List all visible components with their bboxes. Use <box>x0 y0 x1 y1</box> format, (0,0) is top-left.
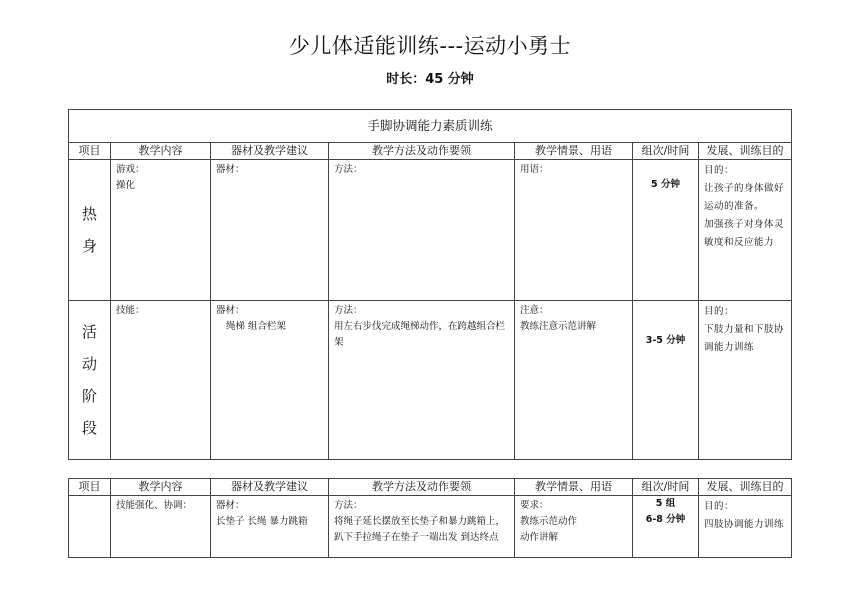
table-row-activity <box>69 301 792 460</box>
page-title: 少儿体适能训练---运动小勇士 <box>288 34 572 58</box>
table-header-row <box>69 479 792 496</box>
time-cell: 5 组 6-8 分钟 <box>633 496 699 558</box>
training-table-1 <box>68 109 792 460</box>
header-goal: 发展、训练目的 <box>699 479 792 496</box>
header-time: 组次/时间 <box>633 143 699 160</box>
header-scenario: 教学情景、用语 <box>515 143 633 160</box>
content-cell: 技能： <box>111 301 211 460</box>
table-row-skill <box>69 496 792 558</box>
equipment-cell: 器材： <box>211 160 329 301</box>
header-goal: 发展、训练目的 <box>699 143 792 160</box>
method-cell: 方法： 将绳子延长摆放至长垫子和暴力跳箱上，趴下手拉绳子在垫子一端出发 到达终点 <box>329 496 515 558</box>
equipment-cell: 器材： 长垫子 长绳 暴力跳箱 <box>211 496 329 558</box>
goal-cell: 目的： 四肢协调能力训练 <box>699 496 792 558</box>
project-cell <box>69 496 111 558</box>
scenario-cell: 用语： <box>515 160 633 301</box>
header-project: 项目 <box>69 143 111 160</box>
content-cell: 技能强化、协调： <box>111 496 211 558</box>
table-header-row <box>69 143 792 160</box>
goal-cell: 目的： 让孩子的身体做好运动的准备。 加强孩子对身体灵敏度和反应能力 <box>699 160 792 301</box>
header-project: 项目 <box>69 479 111 496</box>
equipment-label: 器材： <box>216 305 245 316</box>
method-cell: 方法： <box>329 160 515 301</box>
header-method: 教学方法及动作要领 <box>329 143 515 160</box>
header-equipment: 器材及教学建议 <box>211 479 329 496</box>
table-row-warmup <box>69 160 792 301</box>
equipment-detail: 绳梯 组合栏架 <box>226 321 287 332</box>
equipment-cell <box>211 301 329 460</box>
training-table-2 <box>68 478 792 558</box>
header-equipment: 器材及教学建议 <box>211 143 329 160</box>
header-content: 教学内容 <box>111 143 211 160</box>
section-title: 手脚协调能力素质训练 <box>69 110 792 143</box>
header-time: 组次/时间 <box>633 479 699 496</box>
project-cell: 活 动 阶 段 <box>69 301 111 460</box>
time-cell: 3-5 分钟 <box>633 301 699 460</box>
duration-label: 时长：45 分钟 <box>386 72 474 87</box>
goal-cell: 目的： 下肢力量和下肢协调能力训练 <box>699 301 792 460</box>
time-cell: 5 分钟 <box>633 160 699 301</box>
method-cell: 方法： 用左右步伐完成绳梯动作，在跨越组合栏架 <box>329 301 515 460</box>
header-scenario: 教学情景、用语 <box>515 479 633 496</box>
content-cell: 游戏： 操化 <box>111 160 211 301</box>
scenario-cell: 要求： 教练示范动作 动作讲解 <box>515 496 633 558</box>
header-content: 教学内容 <box>111 479 211 496</box>
scenario-cell: 注意： 教练注意示范讲解 <box>515 301 633 460</box>
project-cell: 热 身 <box>69 160 111 301</box>
header-method: 教学方法及动作要领 <box>329 479 515 496</box>
